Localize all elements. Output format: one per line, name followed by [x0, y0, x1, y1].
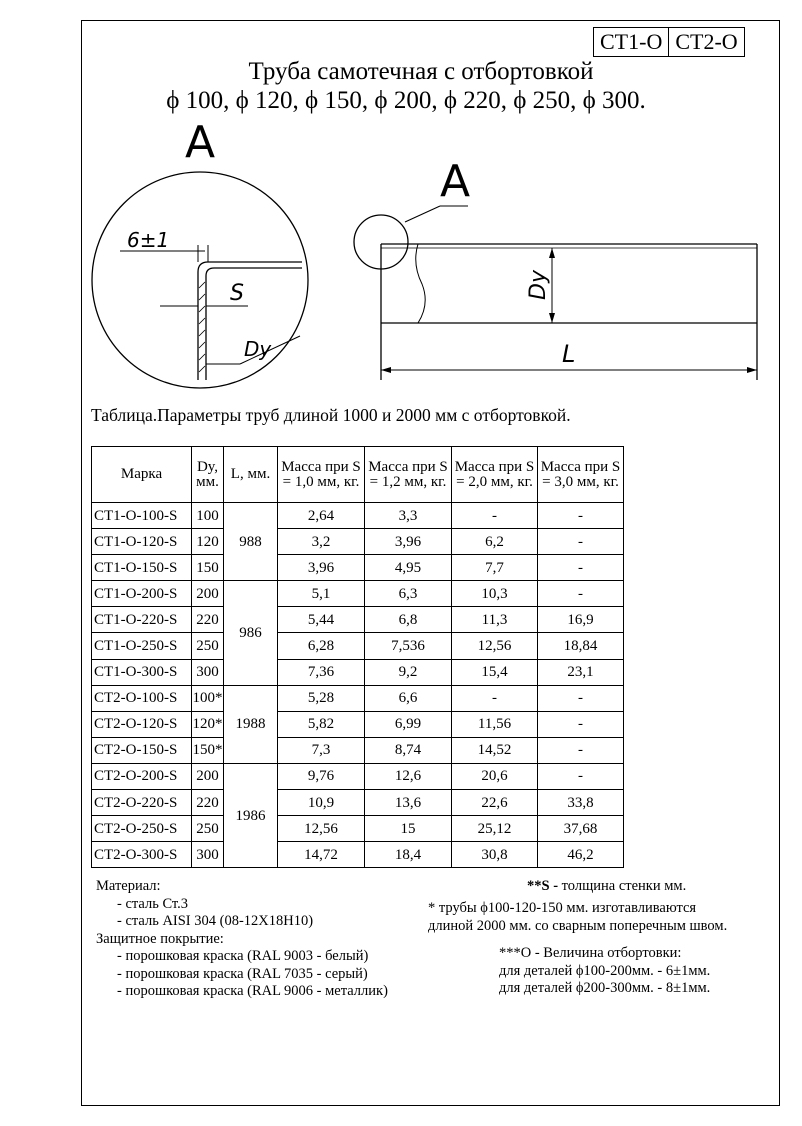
page-subtitle-diameters: ϕ 100, ϕ 120, ϕ 150, ϕ 200, ϕ 220, ϕ 250, ϕ 300. [166, 87, 646, 114]
material-title: Материал: [96, 878, 161, 894]
header-mass-s1: Масса при S = 1,0 мм, кг. [278, 447, 365, 503]
cell-mass-s12: 3,96 [365, 529, 452, 555]
cell-mass-s3: - [538, 529, 624, 555]
cell-mass-s2: 20,6 [452, 763, 538, 789]
cell-mass-s1: 12,56 [278, 816, 365, 842]
header-l: L, мм. [224, 447, 278, 503]
cell-mark: CT1-O-250-S [92, 633, 192, 659]
cell-mass-s2: 25,12 [452, 816, 538, 842]
dim-dy-main-label: Dy [526, 270, 551, 300]
page-title: Труба самотечная с отбортовкой [248, 58, 594, 85]
cell-mass-s3: 18,84 [538, 633, 624, 659]
cell-mass-s2: 14,52 [452, 737, 538, 763]
cell-mass-s3: - [538, 555, 624, 581]
cell-mass-s2: 22,6 [452, 790, 538, 816]
cell-mass-s3: 46,2 [538, 842, 624, 868]
cell-dy: 200 [192, 763, 224, 789]
stamp-code-2: CT2-O [668, 28, 743, 56]
cell-mass-s1: 14,72 [278, 842, 365, 868]
cell-mass-s2: 10,3 [452, 581, 538, 607]
cell-mark: CT1-O-120-S [92, 529, 192, 555]
cell-mass-s3: 37,68 [538, 816, 624, 842]
cell-dy: 100* [192, 685, 224, 711]
cell-mass-s2: 7,7 [452, 555, 538, 581]
cell-mass-s12: 12,6 [365, 763, 452, 789]
cell-mass-s3: 23,1 [538, 659, 624, 685]
coating-item: - порошковая краска (RAL 9003 - белый) [117, 948, 369, 964]
cell-dy: 200 [192, 581, 224, 607]
cell-mark: CT1-O-200-S [92, 581, 192, 607]
cell-mark: CT2-O-250-S [92, 816, 192, 842]
table-row [92, 633, 624, 659]
cell-dy: 100 [192, 503, 224, 529]
material-item: - сталь AISI 304 (08-12Х18Н10) [117, 913, 314, 929]
table-header-row [92, 447, 624, 503]
cell-mass-s12: 15 [365, 816, 452, 842]
table-row [92, 685, 624, 711]
cell-dy: 220 [192, 607, 224, 633]
table-row [92, 790, 624, 816]
cell-length: 986 [224, 581, 278, 685]
table-row [92, 816, 624, 842]
table-row [92, 555, 624, 581]
cell-dy: 120 [192, 529, 224, 555]
cell-mass-s1: 9,76 [278, 763, 365, 789]
header-mark: Марка [92, 447, 192, 503]
cell-mark: CT1-O-300-S [92, 659, 192, 685]
pipe-break-line [416, 244, 425, 323]
cell-length: 1988 [224, 685, 278, 763]
cell-dy: 150* [192, 737, 224, 763]
detail-pipe-wall-inner [206, 268, 302, 380]
cell-mass-s12: 9,2 [365, 659, 452, 685]
table-caption: Таблица.Параметры труб длиной 1000 и 2000 мм с отбортовкой. [91, 405, 571, 425]
cell-dy: 300 [192, 842, 224, 868]
table-row [92, 659, 624, 685]
cell-mass-s2: - [452, 685, 538, 711]
parameters-table [91, 446, 624, 868]
cell-mass-s2: 12,56 [452, 633, 538, 659]
view-a-label-main: A [440, 156, 471, 207]
cell-mass-s12: 18,4 [365, 842, 452, 868]
coating-item: - порошковая краска (RAL 7035 - серый) [117, 965, 368, 982]
table-row [92, 503, 624, 529]
cell-mass-s1: 5,1 [278, 581, 365, 607]
cell-mass-s1: 5,28 [278, 685, 365, 711]
cell-mark: CT2-O-120-S [92, 711, 192, 737]
table-row [92, 763, 624, 789]
cell-dy: 220 [192, 790, 224, 816]
cell-mass-s1: 7,3 [278, 737, 365, 763]
cell-mass-s12: 7,536 [365, 633, 452, 659]
header-dy: Dy, мм. [192, 447, 224, 503]
dim-flange-label: 6±1 [127, 228, 170, 252]
cell-mass-s12: 6,99 [365, 711, 452, 737]
technical-drawing [0, 0, 802, 400]
s-note [527, 878, 686, 896]
cell-mass-s3: - [538, 737, 624, 763]
cell-mass-s1: 10,9 [278, 790, 365, 816]
header-mass-s2: Масса при S = 2,0 мм, кг. [452, 447, 538, 503]
header-mass-s12: Масса при S = 1,2 мм, кг. [365, 447, 452, 503]
cell-mass-s3: 16,9 [538, 607, 624, 633]
flange-note-line: для деталей ϕ200-300мм. - 8±1мм. [499, 980, 711, 996]
detail-a-circle [92, 172, 308, 388]
cell-mass-s2: 11,56 [452, 711, 538, 737]
cell-mass-s1: 3,2 [278, 529, 365, 555]
cell-mass-s12: 6,3 [365, 581, 452, 607]
flange-note-line: ***O - Величина отбортовки: [499, 945, 682, 961]
table-row [92, 607, 624, 633]
cell-mass-s12: 3,3 [365, 503, 452, 529]
s-note-text: толщина стенки мм. [561, 878, 687, 894]
cell-mark: CT1-O-220-S [92, 607, 192, 633]
cell-mark: CT2-O-100-S [92, 685, 192, 711]
cell-dy: 150 [192, 555, 224, 581]
table-row [92, 581, 624, 607]
dim-l-label: L [562, 340, 576, 368]
cell-mass-s1: 7,36 [278, 659, 365, 685]
cell-mark: CT2-O-300-S [92, 842, 192, 868]
table-row [92, 842, 624, 868]
cell-dy: 120* [192, 711, 224, 737]
detail-pipe-wall [198, 262, 302, 380]
cell-mass-s2: 15,4 [452, 659, 538, 685]
cell-mark: CT2-O-220-S [92, 790, 192, 816]
cell-mass-s3: - [538, 503, 624, 529]
cell-mass-s1: 2,64 [278, 503, 365, 529]
star-note [428, 900, 727, 935]
flange-note [499, 945, 710, 998]
table-row [92, 529, 624, 555]
cell-dy: 300 [192, 659, 224, 685]
cell-mass-s2: 6,2 [452, 529, 538, 555]
cell-dy: 250 [192, 816, 224, 842]
dim-s-label: S [230, 281, 244, 306]
cell-mark: CT2-O-200-S [92, 763, 192, 789]
star-note-line: длиной 2000 мм. со сварным поперечным швом. [428, 917, 728, 934]
table-row [92, 737, 624, 763]
cell-mass-s3: 33,8 [538, 790, 624, 816]
table-row [92, 711, 624, 737]
cell-mark: CT2-O-150-S [92, 737, 192, 763]
coating-item: - порошковая краска (RAL 9006 - металлик) [117, 983, 388, 999]
star-note-line: * трубы ϕ100-120-150 мм. изготавливаются [428, 900, 697, 916]
cell-mass-s12: 6,8 [365, 607, 452, 633]
cell-mass-s2: 30,8 [452, 842, 538, 868]
cell-mark: CT1-O-150-S [92, 555, 192, 581]
cell-dy: 250 [192, 633, 224, 659]
dim-dy-detail-label: Dy [244, 337, 272, 361]
cell-mass-s12: 8,74 [365, 737, 452, 763]
view-a-label-detail: A [185, 117, 216, 168]
stamp-code-1: CT1-O [600, 29, 663, 54]
material-notes [96, 878, 388, 1001]
cell-mark: CT1-O-100-S [92, 503, 192, 529]
s-note-key: **S - [527, 878, 559, 894]
cell-mass-s1: 5,82 [278, 711, 365, 737]
cell-mass-s3: - [538, 685, 624, 711]
header-mass-s3: Масса при S = 3,0 мм, кг. [538, 447, 624, 503]
cell-length: 988 [224, 503, 278, 581]
cell-mass-s1: 5,44 [278, 607, 365, 633]
material-item: - сталь Ст.3 [117, 895, 189, 912]
cell-mass-s12: 6,6 [365, 685, 452, 711]
cell-length: 1986 [224, 763, 278, 867]
flange-note-line: для деталей ϕ100-200мм. - 6±1мм. [499, 962, 711, 979]
cell-mass-s12: 4,95 [365, 555, 452, 581]
coating-title: Защитное покрытие: [96, 930, 224, 947]
cell-mass-s1: 6,28 [278, 633, 365, 659]
cell-mass-s3: - [538, 711, 624, 737]
cell-mass-s1: 3,96 [278, 555, 365, 581]
cell-mass-s2: 11,3 [452, 607, 538, 633]
cell-mass-s12: 13,6 [365, 790, 452, 816]
cell-mass-s2: - [452, 503, 538, 529]
cell-mass-s3: - [538, 581, 624, 607]
cell-mass-s3: - [538, 763, 624, 789]
